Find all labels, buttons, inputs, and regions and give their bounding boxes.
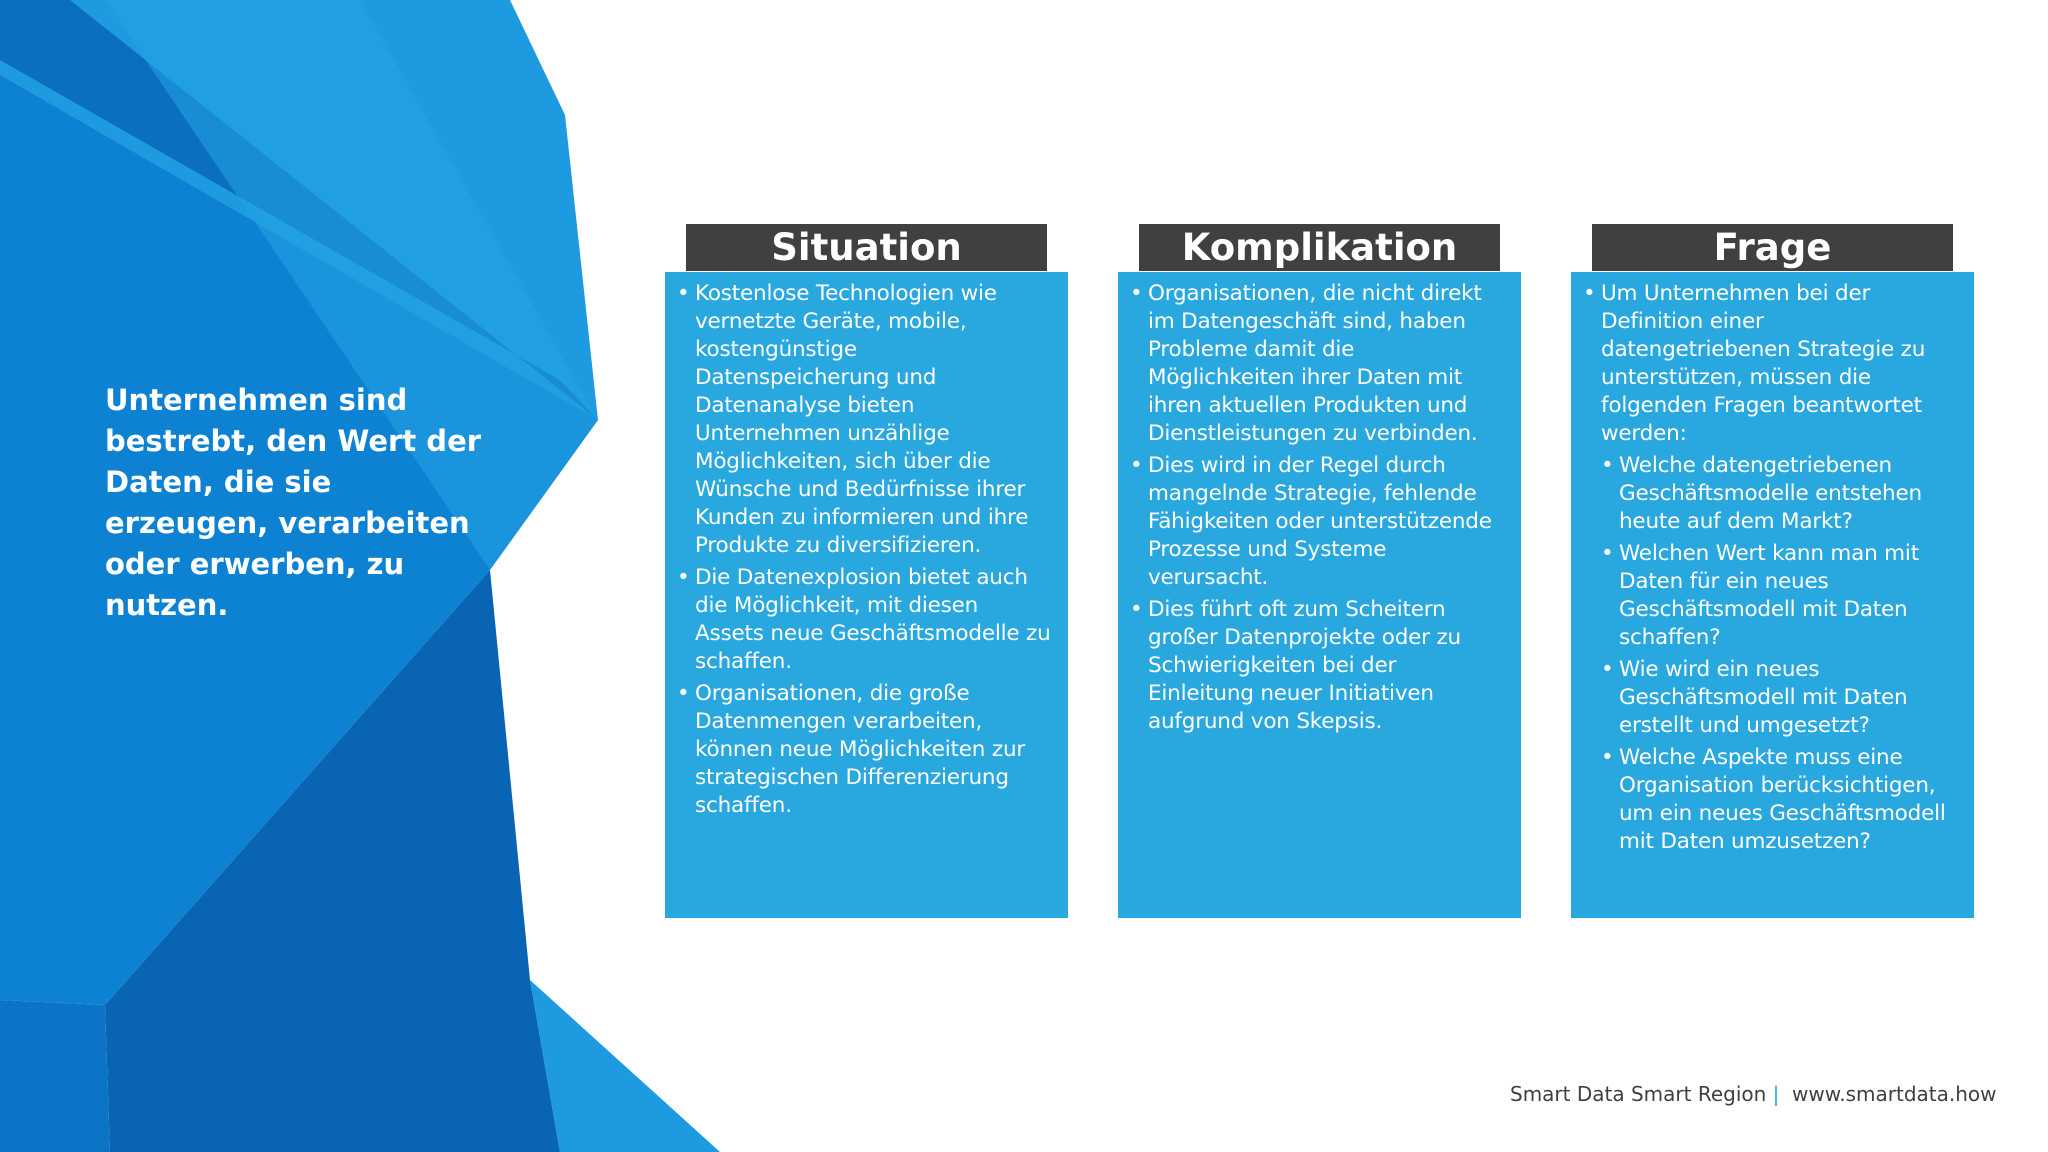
column-body-frage [1571,272,1974,918]
bg-shape-bottom-light [530,980,720,1152]
bullet-intro-text: Um Unternehmen bei der Definition einer datengetriebenen Strategie zu unterstützen, müssen die folgenden Fragen beantwortet werden: [1601,281,1926,446]
sub-bullet-list [1601,452,1958,856]
bg-shape-lower-left [0,1000,110,1152]
sub-bullet-item: • Wie wird ein neues Geschäftsmodell mit Daten erstellt und umgesetzt? [1601,656,1958,740]
bullet-item: • Kostenlose Technologien wie vernetzte Geräte, mobile, kostengünstige Datenspeicherung und Datenanalyse bieten Unternehmen unzählige Möglichkeiten, sich über die Wünsche und Bedürfnisse ihrer Kunden zu informieren und ihre Produkte zu diversifizieren. [677,280,1052,560]
column-body-komplikation [1118,272,1521,918]
footer-brand [1510,1082,1779,1106]
column-situation [665,224,1068,918]
sub-bullet-item: • Welchen Wert kann man mit Daten für ein neues Geschäftsmodell mit Daten schaffen? [1601,540,1958,652]
bullet-item: • Dies führt oft zum Scheitern großer Datenprojekte oder zu Schwierigkeiten bei der Einleitung neuer Initiativen aufgrund von Skepsis. [1130,596,1505,736]
column-title-komplikation: Komplikation [1139,224,1500,271]
bullet-item: • Organisationen, die nicht direkt im Datengeschäft sind, haben Probleme damit die Möglichkeiten ihrer Daten mit ihren aktuellen Produkten und Dienstleistungen zu verbinden. [1130,280,1505,448]
column-title-frage: Frage [1592,224,1953,271]
column-komplikation [1118,224,1521,918]
column-frage [1571,224,1974,918]
lead-statement: Unternehmen sind bestrebt, den Wert der Daten, die sie erzeugen, verarbeiten oder erwerben, zu nutzen. [105,383,482,622]
column-body-situation [665,272,1068,918]
column-title-situation: Situation [686,224,1047,271]
sub-bullet-item: • Welche Aspekte muss eine Organisation berücksichtigen, um ein neues Geschäftsmodell mit Daten umzusetzen? [1601,744,1958,856]
footer-url[interactable]: www.smartdata.how [1792,1082,1997,1106]
bullet-item: • Organisationen, die große Datenmengen verarbeiten, können neue Möglichkeiten zur strategischen Differenzierung schaffen. [677,680,1052,820]
bullet-item: • Die Datenexplosion bietet auch die Möglichkeit, mit diesen Assets neue Geschäftsmodelle zu schaffen. [677,564,1052,676]
footer-separator: | [1772,1082,1780,1106]
sub-bullet-item: • Welche datengetriebenen Geschäftsmodelle entstehen heute auf dem Markt? [1601,452,1958,536]
footer-brand-text: Smart Data Smart Region [1510,1082,1767,1106]
bullet-item: • Dies wird in der Regel durch mangelnde Strategie, fehlende Fähigkeiten oder unterstützende Prozesse und Systeme verursacht. [1130,452,1505,592]
bullet-item [1583,280,1958,856]
